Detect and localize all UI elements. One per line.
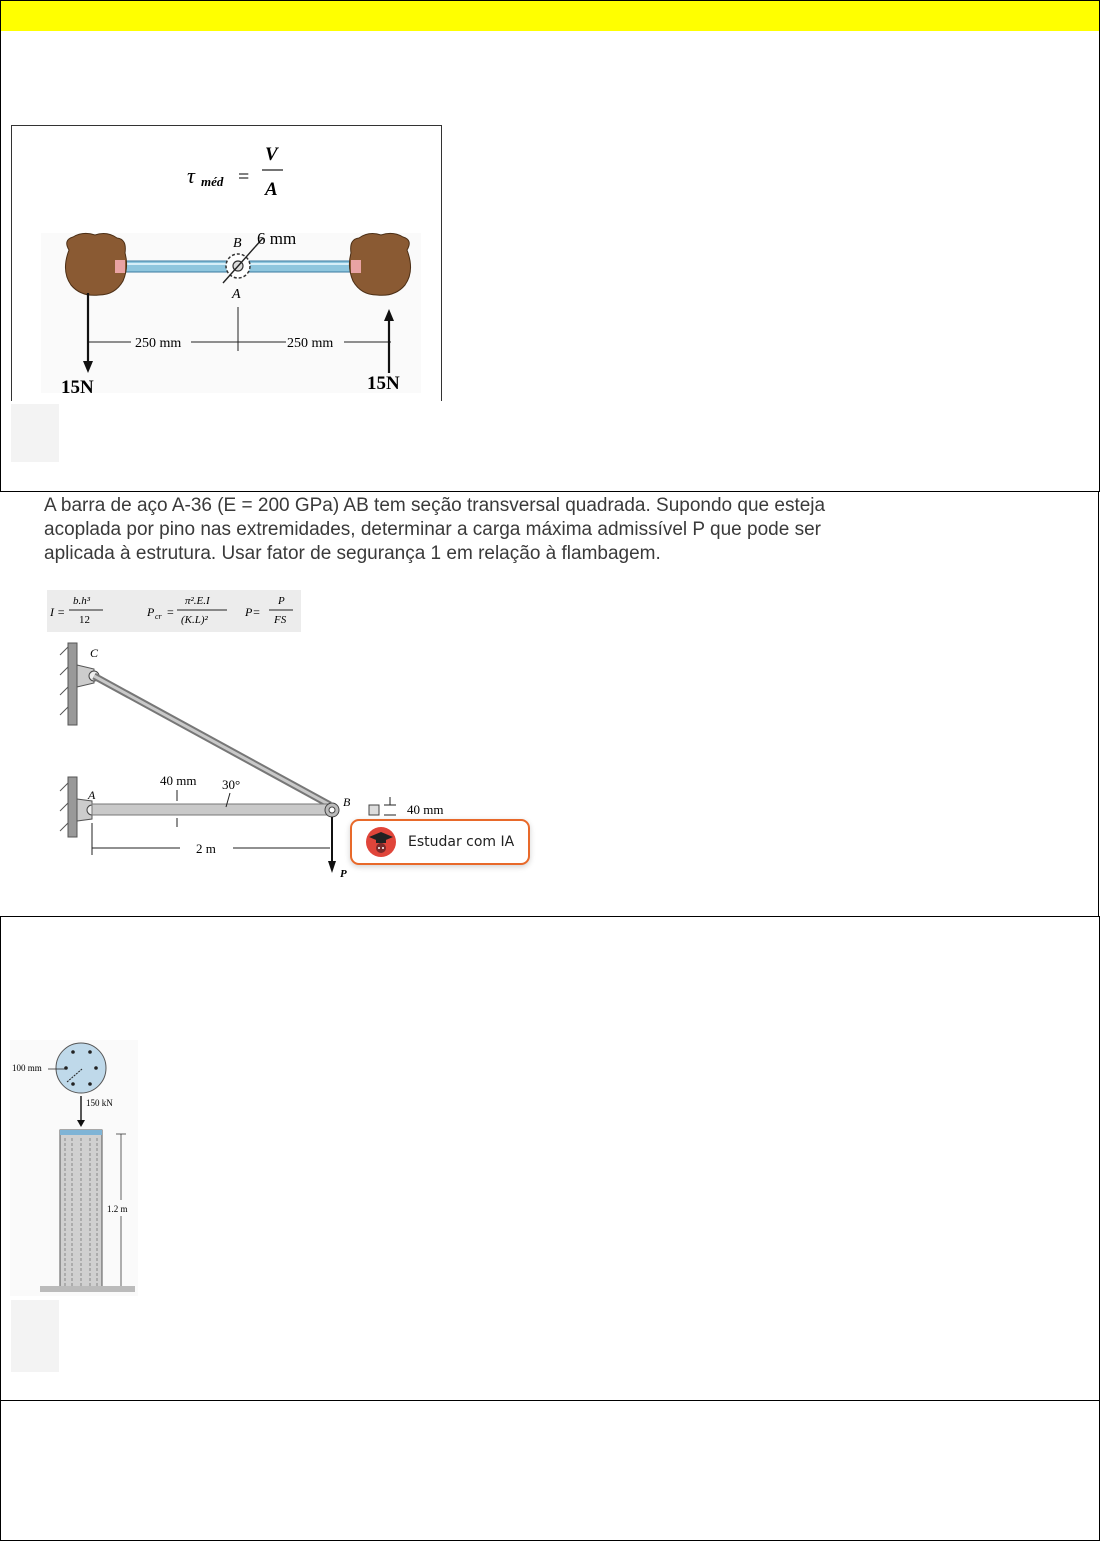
formula-a: A [265, 179, 278, 200]
label-a: A [88, 788, 96, 802]
placeholder-box-2 [11, 1300, 59, 1372]
label-p: P [340, 868, 347, 880]
question-section-2-border [1098, 491, 1099, 916]
dim-section-right: 40 mm [407, 802, 444, 817]
formula-tau: τ [187, 163, 195, 188]
problem-statement: A barra de aço A-36 (E = 200 GPa) AB tem seção transversal quadrada. Supondo que esteja acoplada por pino nas extremidades, determinar a carga máxima admissível P que pode ser aplicada à estrutura. Usar fator de segurança 1 em relação à flambagem. [44, 495, 826, 564]
length-label: 2 m [196, 841, 216, 856]
pin-label-a: A [232, 287, 241, 302]
height-label: 1.2 m [107, 1204, 128, 1214]
section-divider-right [915, 491, 1100, 492]
angle-label: 30° [222, 777, 241, 792]
formula-pcr-sub: cr [155, 612, 162, 621]
radius-label: 100 mm [12, 1063, 42, 1073]
formula-i-den: 12 [79, 614, 90, 626]
formula-pcr-den: (K.L)² [181, 614, 208, 626]
right-dimension: 250 mm [287, 336, 334, 351]
formula-strip [47, 590, 301, 632]
formula-v: V [265, 144, 278, 165]
column-figure [10, 1040, 138, 1296]
study-with-ai-label: Estudar com IA [408, 834, 515, 850]
svg-text:=: = [238, 166, 250, 188]
svg-text:=: = [167, 605, 174, 619]
load-label: 150 kN [86, 1098, 113, 1108]
formula-i-lhs: I = [50, 605, 66, 619]
formula-p-den: FS [274, 614, 287, 626]
pin-label-b: B [233, 236, 242, 251]
label-b: B [343, 795, 351, 809]
formula-tau-sub: méd [201, 174, 224, 189]
question-section-3 [0, 916, 1100, 1402]
dim-section-left: 40 mm [160, 773, 197, 788]
placeholder-box-1 [11, 404, 59, 462]
study-with-ai-button[interactable] [350, 819, 530, 865]
question-section-4 [0, 1400, 1100, 1541]
formula-pcr-lhs: P [147, 605, 155, 619]
formula-i-num: b.h³ [73, 595, 91, 607]
shear-pin-figure [11, 125, 442, 401]
right-force-label: 15N [367, 373, 400, 394]
section-divider-left [0, 491, 10, 492]
header-bar [0, 0, 1100, 32]
formula-p-num: P [278, 595, 285, 607]
formula-p-lhs: P= [245, 605, 261, 619]
pin-dimension: 6 mm [257, 229, 297, 248]
graduation-cap-icon [366, 827, 396, 857]
left-dimension: 250 mm [135, 336, 182, 351]
left-force-label: 15N [61, 377, 94, 398]
formula-pcr-num: π².E.I [185, 595, 210, 607]
label-c: C [90, 646, 99, 660]
